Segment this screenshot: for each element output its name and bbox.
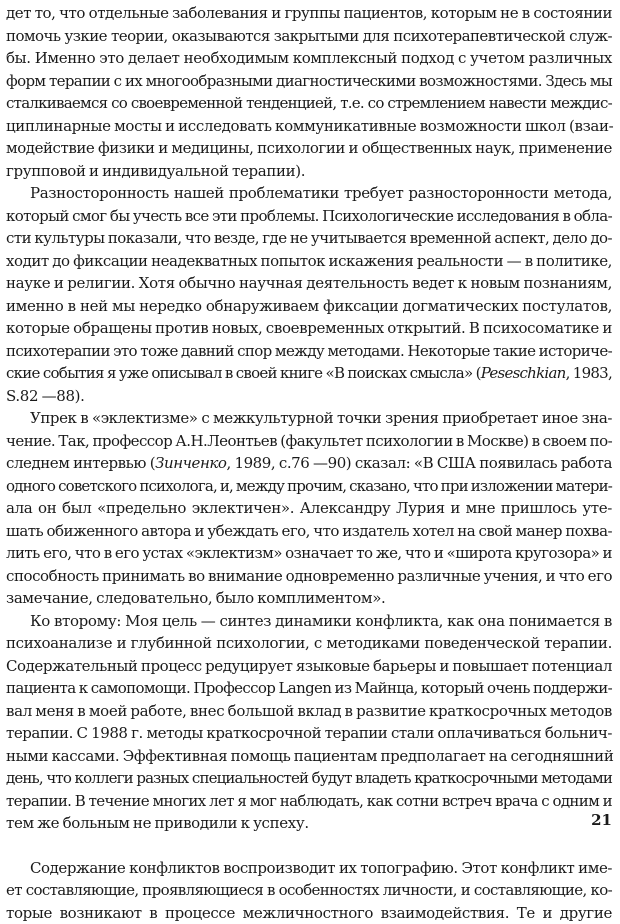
- text-line: психотерапии это тоже давний спор между методами. Некоторые такие историче-: [6, 340, 612, 363]
- text-line: чение. Так, профессор А.Н.Леонтьев (факультет психологии в Москве) в своем по-: [6, 430, 612, 453]
- paragraph-3: [6, 407, 612, 610]
- text-line: шать обиженного автора и убеждать его, что издатель хотел на свой манер похва-: [6, 520, 612, 543]
- text-line: которые обращены против новых, своевременных открытий. В психосоматике и: [6, 317, 612, 340]
- text-line: бы. Именно это делает необходимым комплексный подход с учетом различных: [6, 47, 612, 70]
- text-line: тем же больным не приводили к успеху.: [6, 812, 612, 835]
- text-line: Ко второму: Моя цель — синтез динамики конфликта, как она понимается в: [6, 610, 612, 633]
- text-line: S.82 —88).: [6, 385, 612, 408]
- text-line: циплинарные мосты и исследовать коммуникативные возможности школ (взаи-: [6, 115, 612, 138]
- paragraph-5: [6, 857, 612, 924]
- text-line: сти культуры показали, что везде, где не учитывается временной аспект, дело до-: [6, 227, 612, 250]
- paragraph-4: [6, 610, 612, 835]
- text-line: ала он был «предельно эклектичен». Александру Лурия и мне пришлось уте-: [6, 497, 612, 520]
- text-line: следнем интервью (Зинченко, 1989, с.76 —90) сказал: «В США появилась работа: [6, 452, 612, 475]
- text-line: ет составляющие, проявляющиеся в особенностях личности, и составляющие, ко-: [6, 879, 612, 902]
- text-line: модействие физики и медицины, психологии и общественных наук, применение: [6, 137, 612, 160]
- text-line: торые возникают в процессе межличностного взаимодействия. Те и другие: [6, 902, 612, 924]
- paragraph-gap: [6, 835, 612, 857]
- text-line: Содержание конфликтов воспроизводит их топографию. Этот конфликт име-: [6, 857, 612, 880]
- text-line: вал меня в моей работе, внес большой вклад в развитие краткосрочных методов: [6, 700, 612, 723]
- text-line: Разносторонность нашей проблематики требует разносторонности метода,: [6, 182, 612, 205]
- text-line: замечание, следовательно, было комплиментом».: [6, 587, 612, 610]
- text-line: ходит до фиксации неадекватных попыток искажения реальности — в политике,: [6, 250, 612, 273]
- paragraph-2: [6, 182, 612, 407]
- text-line: групповой и индивидуальной терапии).: [6, 160, 612, 183]
- text-line: именно в ней мы нередко обнаруживаем фиксации догматических постулатов,: [6, 295, 612, 318]
- text-line: Упрек в «эклектизме» с межкультурной точки зрения приобретает иное зна-: [6, 407, 612, 430]
- text-line: одного советского психолога, и, между прочим, сказано, что при изложении матери-: [6, 475, 612, 498]
- text-line: Содержательный процесс редуцирует языковые барьеры и повышает потенциал: [6, 655, 612, 678]
- text-line: терапии. С 1988 г. методы краткосрочной терапии стали оплачиваться больнич-: [6, 722, 612, 745]
- text-line: дет то, что отдельные заболевания и группы пациентов, которым не в состоянии: [6, 2, 612, 25]
- text-line: пациента к самопомощи. Профессор Langen из Майнца, который очень поддержи-: [6, 677, 612, 700]
- text-line: терапии. В течение многих лет я мог наблюдать, как сотни встреч врача с одним и: [6, 790, 612, 813]
- text-line: сталкиваемся со своевременной тенденцией, т.е. со стремлением навести междис-: [6, 92, 612, 115]
- text-line: форм терапии с их многообразными диагностическими возможностями. Здесь мы: [6, 70, 612, 93]
- text-line: ские события я уже описывал в своей книге «В поисках смысла» (Peseschkian, 1983,: [6, 362, 612, 385]
- text-line: способность принимать во внимание одновременно различные учения, и что его: [6, 565, 612, 588]
- text-line: день, что коллеги разных специальностей будут владеть краткосрочными методами: [6, 767, 612, 790]
- text-line: науке и религии. Хотя обычно научная деятельность ведет к новым познаниям,: [6, 272, 612, 295]
- text-line: психоанализе и глубинной психологии, с методиками поведенческой терапии.: [6, 632, 612, 655]
- page-number: 21: [591, 811, 612, 829]
- text-line: помочь узкие теории, оказываются закрытыми для психотерапевтической служ-: [6, 25, 612, 48]
- paragraph-1: [6, 2, 612, 182]
- text-line: который смог бы учесть все эти проблемы. Психологические исследования в обла-: [6, 205, 612, 228]
- text-line: ными кассами. Эффективная помощь пациентам предполагает на сегодняшний: [6, 745, 612, 768]
- text-line: лить его, что в его устах «эклектизм» означает то же, что и «широта кругозора» и: [6, 542, 612, 565]
